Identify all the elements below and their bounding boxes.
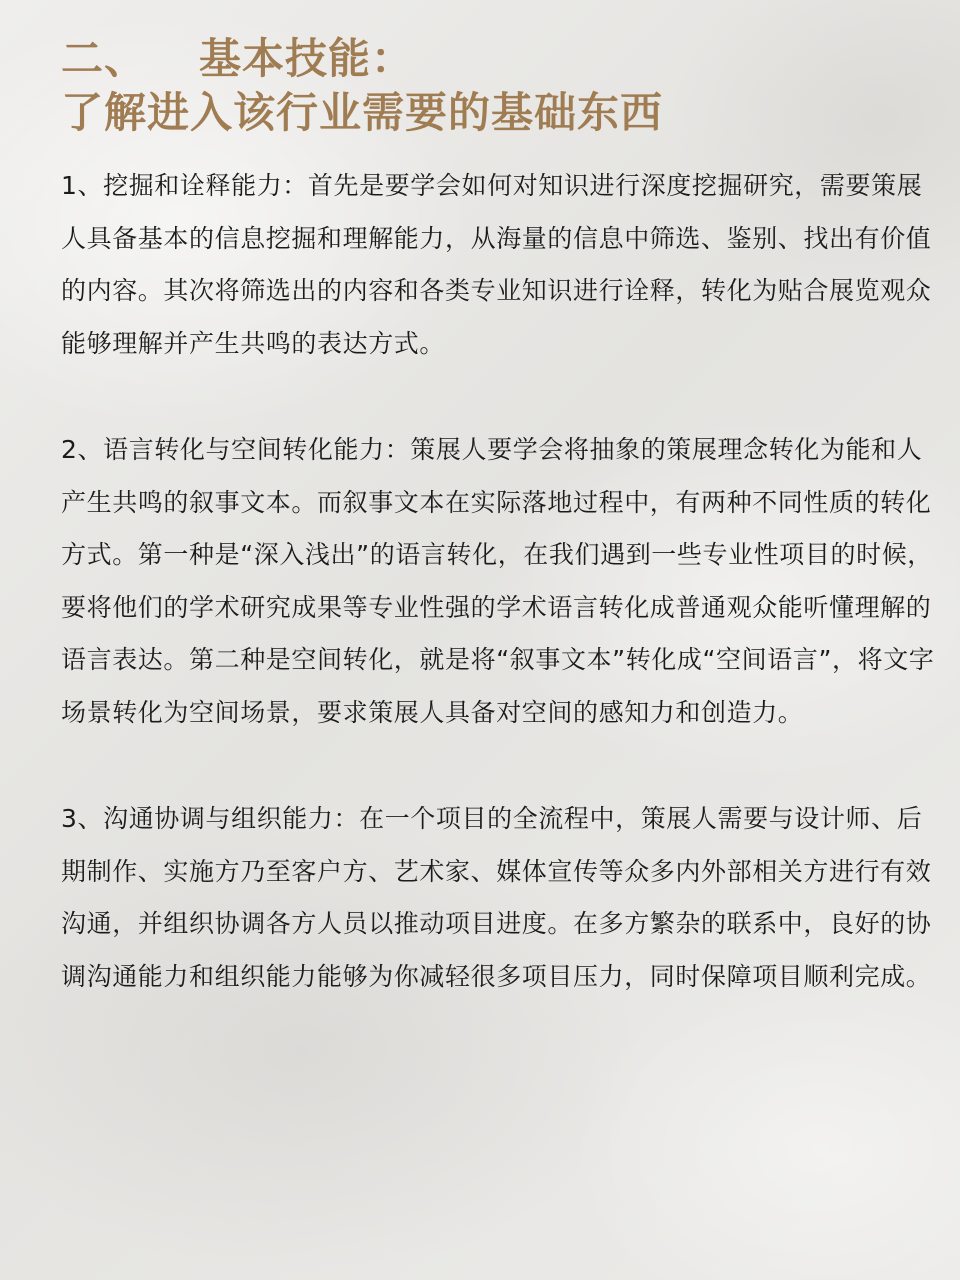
title-heading: 基本技能： xyxy=(199,34,415,83)
section-1-paragraph: 1、挖掘和诠释能力：首先是要学会如何对知识进行深度挖掘研究，需要策展人具备基本的信息挖掘和理解能力，从海量的信息中筛选、鉴别、找出有价值的内容。其次将筛选出的内容和各类专业知识进行诠释，转化为贴合展览观众能够理解并产生共鸣的表达方式。 xyxy=(61,171,932,358)
title-line-1 xyxy=(61,32,940,86)
title-number: 二、 xyxy=(61,34,148,83)
sections xyxy=(61,160,940,1003)
section-3-paragraph: 3、沟通协调与组织能力：在一个项目的全流程中，策展人需要与设计师、后期制作、实施方乃至客户方、艺术家、媒体宣传等众多内外部相关方进行有效沟通，并组织协调各方人员以推动项目进度。在多方繁杂的联系中，良好的协调沟通能力和组织能力能够为你减轻很多项目压力，同时保障项目顺利完成。 xyxy=(61,804,932,991)
section-2-paragraph: 2、语言转化与空间转化能力：策展人要学会将抽象的策展理念转化为能和人产生共鸣的叙事文本。而叙事文本在实际落地过程中，有两种不同性质的转化方式。第一种是“深入浅出”的语言转化，在我们遇到一些专业性项目的时候，要将他们的学术研究成果等专业性强的学术语言转化成普通观众能听懂理解的语言表达。第二种是空间转化，就是将“叙事文本”转化成“空间语言”，将文字场景转化为空间场景，要求策展人具备对空间的感知力和创造力。 xyxy=(61,435,935,727)
title-subheading: 了解进入该行业需要的基础东西 xyxy=(61,88,664,137)
page-title xyxy=(61,32,940,140)
